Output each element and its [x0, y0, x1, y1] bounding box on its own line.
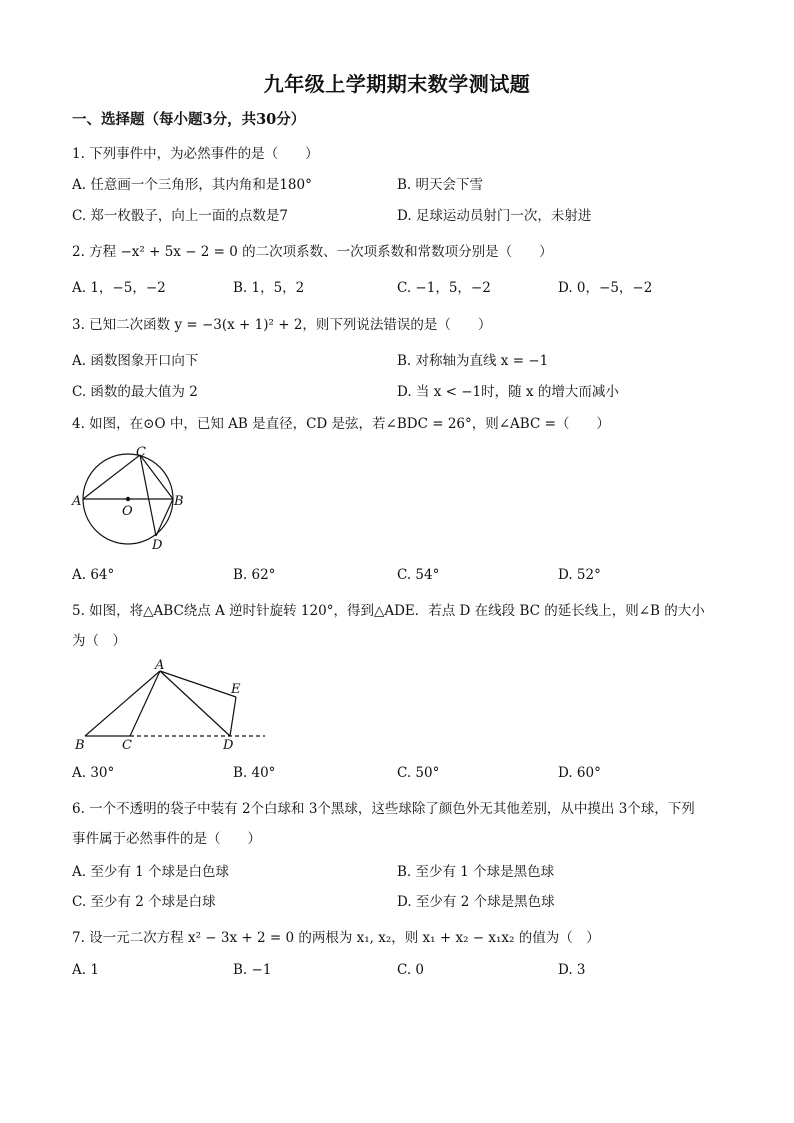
- chord-ac: [83, 455, 140, 499]
- question-5-stem-line-1: 5. 如图，将△ABC绕点 A 逆时针旋转 120°，得到△ADE．若点 D 在线段 BC 的延长线上，则∠B 的大小: [72, 603, 705, 619]
- question-3-stem: 3. 已知二次函数 y = −3(x + 1)² + 2，则下列说法错误的是（ ）: [72, 317, 492, 333]
- question-5-stem-line-2: 为（ ）: [72, 633, 126, 649]
- chord-db: [156, 499, 173, 536]
- q4-option-a: A. 64°: [72, 567, 115, 583]
- center-point: [126, 497, 130, 501]
- q4-option-b: B. 62°: [233, 567, 276, 583]
- q2-option-c: C. −1，5，−2: [397, 280, 491, 296]
- q5-option-c: C. 50°: [397, 765, 440, 781]
- q5-option-d: D. 60°: [558, 765, 601, 781]
- q3-option-a: A. 函数图象开口向下: [72, 353, 199, 369]
- segment-ba: [85, 671, 160, 736]
- q7-option-a: A. 1: [72, 962, 99, 978]
- q5-option-a: A. 30°: [72, 765, 115, 781]
- label-c: C: [122, 738, 132, 753]
- label-a: A: [155, 658, 165, 673]
- q2-option-b: B. 1，5，2: [233, 280, 305, 296]
- chord-cd: [140, 455, 156, 536]
- q3-option-d: D. 当 x < −1时，随 x 的增大而减小: [397, 384, 619, 400]
- q7-option-c: C. 0: [397, 962, 425, 978]
- label-e: E: [231, 682, 241, 697]
- q2-option-d: D. 0，−5，−2: [558, 280, 653, 296]
- q3-option-b: B. 对称轴为直线 x = −1: [397, 353, 549, 369]
- question-6-stem-line-1: 6. 一个不透明的袋子中装有 2个白球和 3个黑球，这些球除了颜色外无其他差别，从中摸出 3个球，下列: [72, 801, 695, 817]
- label-d: D: [152, 538, 163, 553]
- q1-option-a: A. 任意画一个三角形，其内角和是180°: [72, 177, 312, 193]
- q2-option-a: A. 1，−5，−2: [72, 280, 166, 296]
- q1-option-d: D. 足球运动员射门一次，未射进: [397, 208, 592, 224]
- segment-ca: [130, 671, 160, 736]
- q6-option-b: B. 至少有 1 个球是黑色球: [397, 864, 555, 880]
- q6-option-a: A. 至少有 1 个球是白色球: [72, 864, 230, 880]
- page-title: 九年级上学期期末数学测试题: [263, 72, 531, 96]
- q7-option-d: D. 3: [558, 962, 586, 978]
- label-b: B: [174, 494, 184, 509]
- label-c: C: [136, 445, 146, 460]
- label-b: B: [75, 738, 85, 753]
- q6-option-d: D. 至少有 2 个球是黑色球: [397, 894, 555, 910]
- q1-option-c: C. 郑一枚骰子，向上一面的点数是7: [72, 208, 289, 224]
- q5-option-b: B. 40°: [233, 765, 276, 781]
- q4-option-d: D. 52°: [558, 567, 601, 583]
- question-4-stem: 4. 如图，在⊙O 中，已知 AB 是直径，CD 是弦，若∠BDC = 26°，则∠ABC =（ ）: [72, 416, 610, 432]
- question-2-stem: 2. 方程 −x² + 5x − 2 = 0 的二次项系数、一次项系数和常数项分别是（ ）: [72, 244, 553, 260]
- question-6-stem-line-2: 事件属于必然事件的是（ ）: [72, 831, 261, 847]
- triangle-diagram: [70, 655, 270, 755]
- section-heading: 一、选择题（每小题3分，共30分）: [72, 111, 306, 128]
- question-7-stem: 7. 设一元二次方程 x² − 3x + 2 = 0 的两根为 x₁, x₂，则 x₁ + x₂ − x₁x₂ 的值为（ ）: [72, 930, 600, 946]
- label-a: A: [72, 494, 82, 509]
- q7-option-b: B. −1: [233, 962, 272, 978]
- q4-option-c: C. 54°: [397, 567, 440, 583]
- question-1-stem: 1. 下列事件中，为必然事件的是（ ）: [72, 146, 319, 162]
- circle-diagram: [70, 440, 190, 560]
- label-d: D: [223, 738, 234, 753]
- segment-ae: [160, 671, 236, 697]
- segment-ad: [160, 671, 230, 736]
- label-o: O: [122, 504, 133, 519]
- q1-option-b: B. 明天会下雪: [397, 177, 484, 193]
- q6-option-c: C. 至少有 2 个球是白球: [72, 894, 216, 910]
- q3-option-c: C. 函数的最大值为 2: [72, 384, 198, 400]
- segment-ed: [230, 697, 236, 736]
